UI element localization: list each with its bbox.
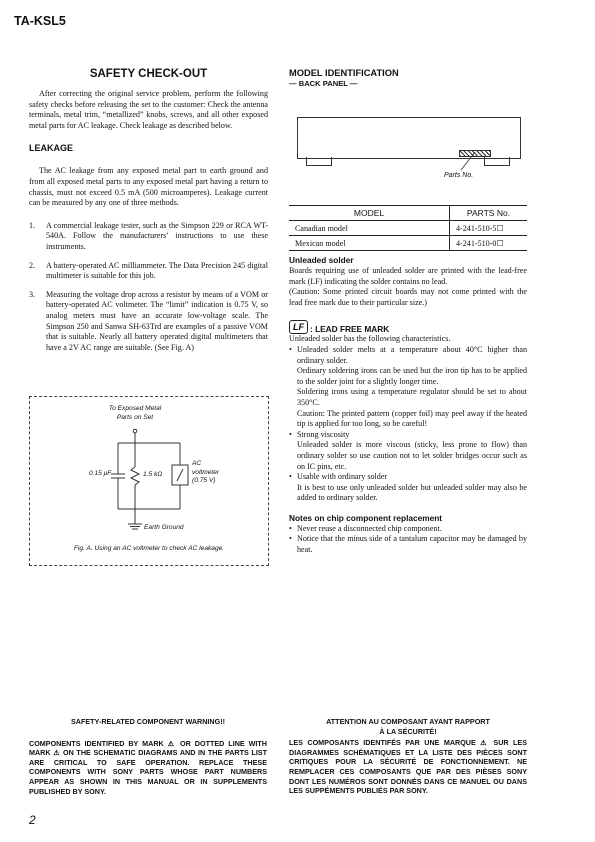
lead-free-heading-row bbox=[289, 320, 527, 334]
warning-fr-text: LES COMPOSANTS IDENTIFÉS PAR UNE MARQUE ⚠ SUR LES DIAGRAMMES SCHÉMATIQUES ET LA LISTE DES PIÈCES SONT CRITIQUES POUR LA SÉCURITÉ DE FONCTIONNEMENT. NE REMPLACER CES COMPOSANTS QUE PAR DES PIÈSES SONY DONT LES NUMÉROS SONT DONNÉS DANS CE MANUEL OU DANS LES SUPPÉMENTS PUBLIÉS PAR SONY. bbox=[289, 738, 527, 796]
warning-en-text: COMPONENTS IDENTIFIED BY MARK ⚠ OR DOTTED LINE WITH MARK ⚠ ON THE SCHEMATIC DIAGRAMS AND IN THE PARTS LIST ARE CRITICAL TO SAFE OPERATION. REPLACE THESE COMPONENTS WITH SONY PARTS WHOSE PART NUMBERS APPEAR AS SHOWN IN THIS MANUAL OR IN SUPPLEMENTS PUBLISHED BY SONY. bbox=[29, 738, 267, 796]
warning-french bbox=[289, 717, 527, 796]
table-header-parts: PARTS No. bbox=[450, 206, 528, 221]
list-item: • Usable with ordinary solder It is best to use only unleaded solder but unleaded solder may also be added to ordinary solder. bbox=[289, 472, 527, 503]
table-row: Canadian model 4-241-510-5☐ bbox=[289, 221, 527, 236]
list-item: • Notice that the minus side of a tantalum capacitor may be damaged by heat. bbox=[289, 534, 527, 555]
resistor-label: 1.5 kΩ bbox=[143, 471, 163, 478]
lead-free-intro: Unleaded solder has the following characteristics. bbox=[289, 334, 451, 344]
page-number: 2 bbox=[29, 813, 36, 827]
safety-intro: After correcting the original service problem, perform the following safety checks before releasing the set to the customer: Check the antenna terminals, metal trim, “metallized” knobs, screws, and all other exposed metal parts for AC leakage. Check leakage as described below. bbox=[29, 89, 268, 130]
figure-a bbox=[29, 396, 269, 566]
right-lower-column bbox=[289, 255, 527, 556]
list-item: • Never reuse a disconnected chip component. bbox=[289, 523, 442, 533]
list-item: 2. A battery-operated AC milliammeter. The Data Precision 245 digital multimeter is suitable for this job. bbox=[29, 260, 268, 281]
model-table bbox=[289, 205, 527, 251]
lead-free-heading: : LEAD FREE MARK bbox=[310, 324, 390, 335]
unleaded-text: Boards requiring use of unleaded solder are printed with the lead-free mark (LF) indicating the solder contains no lead. bbox=[289, 266, 527, 286]
list-item: 3. Measuring the voltage drop across a resistor by means of a VOM or battery-operated AC voltmeter. The “limit” indication is 0.75 V, so analog meters must have an accurate low-voltage scale. The Simpson 250 and Sanwa SH-63Trd are examples of a passive VOM that is suitable. Nearly all battery operated digital multimeters that have a 2V AC range are suitable. (See Fig. A) bbox=[29, 289, 268, 352]
chip-notes-heading: Notes on chip component replacement bbox=[289, 512, 443, 523]
figure-top-label: To Exposed Metal Parts on Set bbox=[108, 405, 162, 421]
earth-ground-label: Earth Ground bbox=[144, 524, 184, 531]
safety-title: SAFETY CHECK-OUT bbox=[89, 68, 208, 80]
right-column bbox=[289, 68, 527, 88]
panel-foot-right bbox=[484, 157, 510, 166]
leakage-text: The AC leakage from any exposed metal part to earth ground and from all exposed metal parts to any exposed metal part having a return to chassis, must not exceed 0.5 mA (500 microamperes). Leakage current can be measured by any one of three methods. bbox=[29, 166, 268, 208]
unleaded-caution: (Caution: Some printed circuit boards may not come printed with the lead free mark due to their particular size.) bbox=[289, 287, 527, 307]
methods-list bbox=[29, 221, 268, 354]
leakage-heading: LEAKAGE bbox=[29, 143, 74, 154]
warning-fr-title: ATTENTION AU COMPOSANT AYANT RAPPORT À LA SÉCURITÉ! bbox=[326, 717, 490, 736]
parts-no-label: Parts No. bbox=[444, 172, 474, 179]
parts-no-leader-line bbox=[455, 150, 479, 174]
capacitor-label: 0.15 μF bbox=[89, 470, 112, 477]
back-panel-subheading: — BACK PANEL — bbox=[289, 79, 358, 88]
lead-free-list bbox=[289, 345, 527, 504]
model-id-heading: MODEL IDENTIFICATION bbox=[289, 68, 399, 78]
warning-english bbox=[29, 717, 267, 796]
figure-caption: Fig. A. Using an AC voltmeter to check AC leakage. bbox=[73, 545, 225, 552]
list-item: 1. A commercial leakage tester, such as the Simpson 229 or RCA WT-540A. Follow the manufacturers’ instructions to use these instruments. bbox=[29, 220, 268, 251]
chip-notes-list bbox=[289, 524, 527, 556]
model-header: TA-KSL5 bbox=[14, 14, 66, 28]
table-row: Mexican model 4-241-510-0☐ bbox=[289, 236, 527, 251]
leakage-circuit-diagram bbox=[30, 397, 268, 565]
panel-foot-left bbox=[306, 157, 332, 166]
unleaded-heading: Unleaded solder bbox=[289, 255, 354, 265]
list-item: • Unleaded solder melts at a temperature about 40°C higher than ordinary solder. Ordinary soldering irons can be used but the iron tip has to be applied to the solder joint for a slightly longer time. Soldering irons using a temperature regulator should be set to about 350°C. Caution: The printed pattern (copper foil) may peel away if the heated tip is applied for too long, so be careful! bbox=[289, 344, 527, 429]
left-column bbox=[29, 68, 268, 361]
table-header-model: MODEL bbox=[289, 206, 450, 221]
list-item: • Strong viscosity Unleaded solder is more viscous (sticky, less prone to flow) than ordinary solder so use caution not to let solder bridges occur such as on IC pins, etc. bbox=[289, 429, 527, 471]
voltmeter-label: AC voltmeter (0.75 V) bbox=[192, 460, 220, 484]
back-panel-drawing bbox=[297, 117, 521, 159]
warning-en-title: SAFETY-RELATED COMPONENT WARNING!! bbox=[71, 717, 225, 726]
lead-free-logo-icon: LF bbox=[289, 320, 308, 334]
